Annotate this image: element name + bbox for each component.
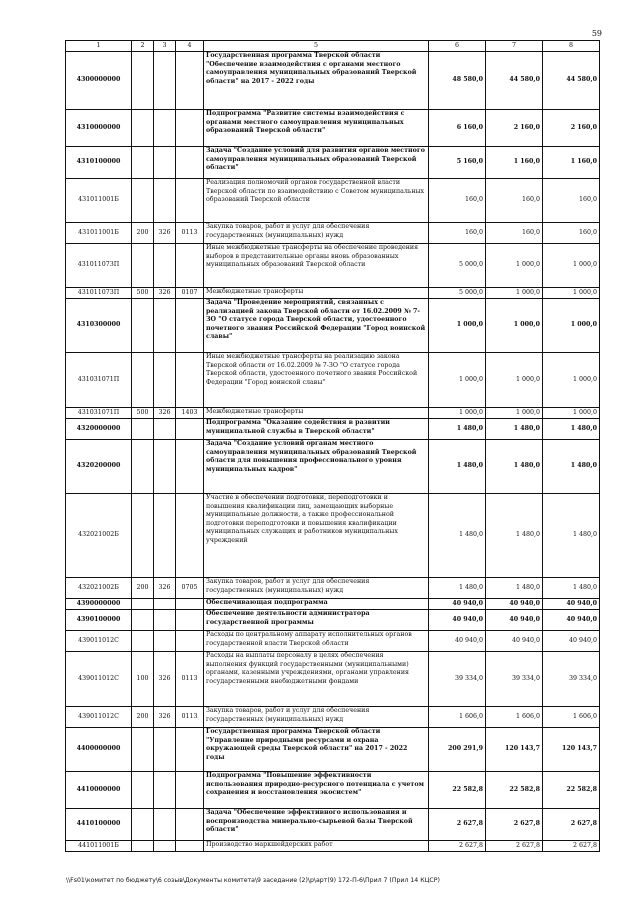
- expense-type-code: [132, 631, 154, 652]
- administrator-code: [154, 599, 176, 610]
- item-description: Подпрограмма "Оказание содействия в развитии муниципальной службы в Тверской области": [204, 419, 429, 440]
- amount-year-1: 22 582,8: [429, 772, 486, 809]
- table-row: [66, 841, 600, 852]
- target-article-code: 4410100000: [66, 809, 132, 841]
- section-code: 0107: [176, 288, 204, 299]
- item-description: Задача "Проведение мероприятий, связанных с реализацией закона Тверской области от 16.02.2009 № 7-ЗО "О статусе города Тверской области, удостоенного почетного звания Российской Федерации "Город воинской славы": [204, 299, 429, 353]
- column-number-row: [66, 41, 600, 52]
- expense-type-code: [132, 599, 154, 610]
- amount-year-1: 40 940,0: [429, 610, 486, 631]
- amount-year-1: 1 606,0: [429, 707, 486, 728]
- amount-year-2: 40 940,0: [486, 599, 543, 610]
- amount-year-1: 1 000,0: [429, 299, 486, 353]
- administrator-code: [154, 631, 176, 652]
- table-row: [66, 419, 600, 440]
- item-description: Подпрограмма "Повышение эффективности использования природно-ресурсного потенциала с учетом сохранения и восстановления экосистем": [204, 772, 429, 809]
- amount-year-1: 40 940,0: [429, 631, 486, 652]
- expense-type-code: [132, 440, 154, 494]
- target-article-code: 4400000000: [66, 728, 132, 772]
- amount-year-1: 1 480,0: [429, 419, 486, 440]
- section-code: [176, 353, 204, 408]
- administrator-code: 326: [154, 652, 176, 707]
- table-row: [66, 728, 600, 772]
- target-article-code: 431011001Б: [66, 223, 132, 244]
- budget-table: [65, 40, 600, 852]
- table-row: [66, 772, 600, 809]
- amount-year-1: 5 000,0: [429, 288, 486, 299]
- amount-year-1: 160,0: [429, 223, 486, 244]
- table-row: [66, 652, 600, 707]
- item-description: Расходы на выплаты персоналу в целях обеспечения выполнения функций государственными (муниципальными) органами, казенными учреждениями, органами управления государственными внебюджетными фондами: [204, 652, 429, 707]
- administrator-code: [154, 353, 176, 408]
- expense-type-code: [132, 809, 154, 841]
- amount-year-3: 44 580,0: [543, 52, 600, 110]
- amount-year-2: 160,0: [486, 223, 543, 244]
- amount-year-1: 1 480,0: [429, 578, 486, 599]
- target-article-code: 431011073П: [66, 244, 132, 288]
- column-number: 6: [429, 41, 486, 52]
- amount-year-3: 40 940,0: [543, 610, 600, 631]
- target-article-code: 431011001Б: [66, 179, 132, 223]
- item-description: Закупка товаров, работ и услуг для обеспечения государственных (муниципальных) нужд: [204, 223, 429, 244]
- amount-year-2: 1 480,0: [486, 440, 543, 494]
- item-description: Участие в обеспечении подготовки, переподготовки и повышения квалификации лиц, замещающих выборные муниципальные должности, а также профессиональной подготовки переподготовки и повышения квалификации муниципальных служащих и работников муниципальных учреждений: [204, 494, 429, 578]
- section-code: [176, 440, 204, 494]
- amount-year-3: 120 143,7: [543, 728, 600, 772]
- administrator-code: [154, 110, 176, 147]
- amount-year-2: 1 160,0: [486, 147, 543, 179]
- target-article-code: 441011001Б: [66, 841, 132, 852]
- amount-year-2: 40 940,0: [486, 631, 543, 652]
- amount-year-1: 2 627,8: [429, 841, 486, 852]
- amount-year-2: 39 334,0: [486, 652, 543, 707]
- amount-year-2: 2 627,8: [486, 841, 543, 852]
- administrator-code: [154, 440, 176, 494]
- item-description: Производство маркшейдерских работ: [204, 841, 429, 852]
- administrator-code: [154, 841, 176, 852]
- table-row: [66, 610, 600, 631]
- item-description: Государственная программа Тверской области "Управление природными ресурсами и охрана окружающей среды Тверской области" на 2017 - 2022 годы: [204, 728, 429, 772]
- table-row: [66, 440, 600, 494]
- amount-year-3: 160,0: [543, 179, 600, 223]
- target-article-code: 4310300000: [66, 299, 132, 353]
- item-description: Иные межбюджетные трансферты на обеспечение проведения выборов в представительные органы вновь образованных муниципальных образований Тверской области: [204, 244, 429, 288]
- administrator-code: 326: [154, 707, 176, 728]
- amount-year-2: 2 160,0: [486, 110, 543, 147]
- item-description: Межбюджетные трансферты: [204, 408, 429, 419]
- amount-year-3: 1 160,0: [543, 147, 600, 179]
- item-description: Расходы по центральному аппарату исполнительных органов государственной власти Тверской области: [204, 631, 429, 652]
- amount-year-2: 1 000,0: [486, 353, 543, 408]
- section-code: [176, 599, 204, 610]
- expense-type-code: [132, 52, 154, 110]
- amount-year-2: 1 000,0: [486, 288, 543, 299]
- administrator-code: [154, 809, 176, 841]
- administrator-code: [154, 299, 176, 353]
- column-number: 4: [176, 41, 204, 52]
- administrator-code: [154, 419, 176, 440]
- expense-type-code: [132, 494, 154, 578]
- amount-year-3: 2 160,0: [543, 110, 600, 147]
- section-code: 0113: [176, 707, 204, 728]
- expense-type-code: 200: [132, 707, 154, 728]
- section-code: [176, 244, 204, 288]
- section-code: [176, 52, 204, 110]
- section-code: [176, 110, 204, 147]
- target-article-code: 4320000000: [66, 419, 132, 440]
- amount-year-3: 2 627,8: [543, 809, 600, 841]
- amount-year-2: 1 480,0: [486, 494, 543, 578]
- amount-year-3: 1 606,0: [543, 707, 600, 728]
- column-number: 1: [66, 41, 132, 52]
- administrator-code: 326: [154, 288, 176, 299]
- expense-type-code: [132, 110, 154, 147]
- section-code: [176, 147, 204, 179]
- section-code: 0113: [176, 223, 204, 244]
- section-code: [176, 841, 204, 852]
- amount-year-1: 6 160,0: [429, 110, 486, 147]
- administrator-code: [154, 610, 176, 631]
- amount-year-1: 160,0: [429, 179, 486, 223]
- table-row: [66, 52, 600, 110]
- section-code: [176, 631, 204, 652]
- expense-type-code: [132, 419, 154, 440]
- amount-year-3: 1 480,0: [543, 494, 600, 578]
- administrator-code: [154, 147, 176, 179]
- column-number: 3: [154, 41, 176, 52]
- item-description: Межбюджетные трансферты: [204, 288, 429, 299]
- expense-type-code: [132, 353, 154, 408]
- amount-year-3: 1 000,0: [543, 288, 600, 299]
- column-number: 5: [204, 41, 429, 52]
- amount-year-2: 44 580,0: [486, 52, 543, 110]
- item-description: Задача "Обеспечение эффективного использования и воспроизводства минерально-сырьевой базы Тверской области": [204, 809, 429, 841]
- administrator-code: [154, 179, 176, 223]
- target-article-code: 4320200000: [66, 440, 132, 494]
- amount-year-2: 120 143,7: [486, 728, 543, 772]
- amount-year-2: 1 480,0: [486, 419, 543, 440]
- item-description: Государственная программа Тверской области "Обеспечение взаимодействия с органами местного самоуправления муниципальных образований Тверской области" на 2017 - 2022 годы: [204, 52, 429, 110]
- section-code: [176, 809, 204, 841]
- section-code: [176, 728, 204, 772]
- amount-year-1: 1 480,0: [429, 494, 486, 578]
- table-row: [66, 578, 600, 599]
- amount-year-1: 1 000,0: [429, 408, 486, 419]
- administrator-code: [154, 52, 176, 110]
- table-row: [66, 288, 600, 299]
- table-row: [66, 631, 600, 652]
- table-row: [66, 299, 600, 353]
- amount-year-3: 2 627,8: [543, 841, 600, 852]
- table-row: [66, 494, 600, 578]
- amount-year-3: 1 480,0: [543, 419, 600, 440]
- table-row: [66, 110, 600, 147]
- target-article-code: 4390000000: [66, 599, 132, 610]
- amount-year-3: 160,0: [543, 223, 600, 244]
- section-code: [176, 419, 204, 440]
- column-number: 7: [486, 41, 543, 52]
- section-code: [176, 179, 204, 223]
- amount-year-2: 1 000,0: [486, 244, 543, 288]
- expense-type-code: 500: [132, 408, 154, 419]
- amount-year-2: 1 000,0: [486, 299, 543, 353]
- item-description: Закупка товаров, работ и услуг для обеспечения государственных (муниципальных) нужд: [204, 578, 429, 599]
- table-row: [66, 809, 600, 841]
- amount-year-1: 40 940,0: [429, 599, 486, 610]
- expense-type-code: [132, 299, 154, 353]
- administrator-code: [154, 728, 176, 772]
- administrator-code: 326: [154, 223, 176, 244]
- section-code: 0705: [176, 578, 204, 599]
- amount-year-3: 40 940,0: [543, 631, 600, 652]
- target-article-code: 431031071П: [66, 353, 132, 408]
- amount-year-2: 1 480,0: [486, 578, 543, 599]
- expense-type-code: 200: [132, 223, 154, 244]
- amount-year-1: 1 480,0: [429, 440, 486, 494]
- amount-year-2: 160,0: [486, 179, 543, 223]
- item-description: Обеспечение деятельности администратора государственной программы: [204, 610, 429, 631]
- expense-type-code: [132, 610, 154, 631]
- expense-type-code: [132, 147, 154, 179]
- target-article-code: 4310100000: [66, 147, 132, 179]
- table-row: [66, 179, 600, 223]
- amount-year-3: 39 334,0: [543, 652, 600, 707]
- section-code: 1403: [176, 408, 204, 419]
- expense-type-code: 100: [132, 652, 154, 707]
- target-article-code: 4390100000: [66, 610, 132, 631]
- amount-year-3: 1 480,0: [543, 440, 600, 494]
- item-description: Подпрограмма "Развитие системы взаимодействия с органами местного самоуправления муниципальных образований Тверской области": [204, 110, 429, 147]
- amount-year-3: 22 582,8: [543, 772, 600, 809]
- administrator-code: 326: [154, 578, 176, 599]
- expense-type-code: [132, 841, 154, 852]
- target-article-code: 4300000000: [66, 52, 132, 110]
- amount-year-1: 200 291,9: [429, 728, 486, 772]
- target-article-code: 439011012С: [66, 707, 132, 728]
- page-number: 59: [591, 29, 602, 38]
- table-row: [66, 707, 600, 728]
- expense-type-code: [132, 772, 154, 809]
- section-code: 0113: [176, 652, 204, 707]
- section-code: [176, 494, 204, 578]
- column-number: 2: [132, 41, 154, 52]
- amount-year-2: 22 582,8: [486, 772, 543, 809]
- expense-type-code: [132, 728, 154, 772]
- target-article-code: 4410000000: [66, 772, 132, 809]
- amount-year-1: 39 334,0: [429, 652, 486, 707]
- table-row: [66, 244, 600, 288]
- section-code: [176, 299, 204, 353]
- target-article-code: 431031071П: [66, 408, 132, 419]
- table-row: [66, 353, 600, 408]
- amount-year-1: 5 160,0: [429, 147, 486, 179]
- target-article-code: 432021002Б: [66, 494, 132, 578]
- amount-year-3: 1 000,0: [543, 353, 600, 408]
- amount-year-2: 1 000,0: [486, 408, 543, 419]
- item-description: Иные межбюджетные трансферты на реализацию закона Тверской области от 16.02.2009 № 7-ЗО "О статусе города Тверской области, удостоенного почетного звания Российской Федерации "Город воинской славы": [204, 353, 429, 408]
- amount-year-1: 48 580,0: [429, 52, 486, 110]
- section-code: [176, 610, 204, 631]
- table-row: [66, 599, 600, 610]
- amount-year-1: 2 627,8: [429, 809, 486, 841]
- administrator-code: 326: [154, 408, 176, 419]
- target-article-code: 439011012С: [66, 631, 132, 652]
- expense-type-code: 500: [132, 288, 154, 299]
- section-code: [176, 772, 204, 809]
- expense-type-code: 200: [132, 578, 154, 599]
- administrator-code: [154, 494, 176, 578]
- target-article-code: 4310000000: [66, 110, 132, 147]
- table-row: [66, 408, 600, 419]
- administrator-code: [154, 244, 176, 288]
- target-article-code: 431011073П: [66, 288, 132, 299]
- column-number: 8: [543, 41, 600, 52]
- item-description: Обеспечивающая подпрограмма: [204, 599, 429, 610]
- amount-year-3: 1 000,0: [543, 299, 600, 353]
- item-description: Реализация полномочий органов государственной власти Тверской области по взаимодействию с Советом муниципальных образований Тверской области: [204, 179, 429, 223]
- administrator-code: [154, 772, 176, 809]
- amount-year-2: 2 627,8: [486, 809, 543, 841]
- item-description: Задача "Создание условий для развития органов местного самоуправления муниципальных образований Тверской области": [204, 147, 429, 179]
- amount-year-2: 40 940,0: [486, 610, 543, 631]
- amount-year-1: 5 000,0: [429, 244, 486, 288]
- expense-type-code: [132, 179, 154, 223]
- expense-type-code: [132, 244, 154, 288]
- amount-year-3: 40 940,0: [543, 599, 600, 610]
- target-article-code: 439011012С: [66, 652, 132, 707]
- amount-year-3: 1 480,0: [543, 578, 600, 599]
- amount-year-2: 1 606,0: [486, 707, 543, 728]
- file-path-footer: \\Fs01\комитет по бюджету\6 созыв\Документы комитета\9 заседание (2)\р\арт(9) 172-П-6\Прил 7 (Прил 14 КЦСР): [66, 877, 440, 884]
- target-article-code: 432021002Б: [66, 578, 132, 599]
- table-row: [66, 223, 600, 244]
- amount-year-1: 1 000,0: [429, 353, 486, 408]
- amount-year-3: 1 000,0: [543, 244, 600, 288]
- amount-year-3: 1 000,0: [543, 408, 600, 419]
- item-description: Закупка товаров, работ и услуг для обеспечения государственных (муниципальных) нужд: [204, 707, 429, 728]
- table-row: [66, 147, 600, 179]
- item-description: Задача "Создание условий органам местного самоуправления муниципальных образований Тверской области для повышения профессионального уровня муниципальных кадров": [204, 440, 429, 494]
